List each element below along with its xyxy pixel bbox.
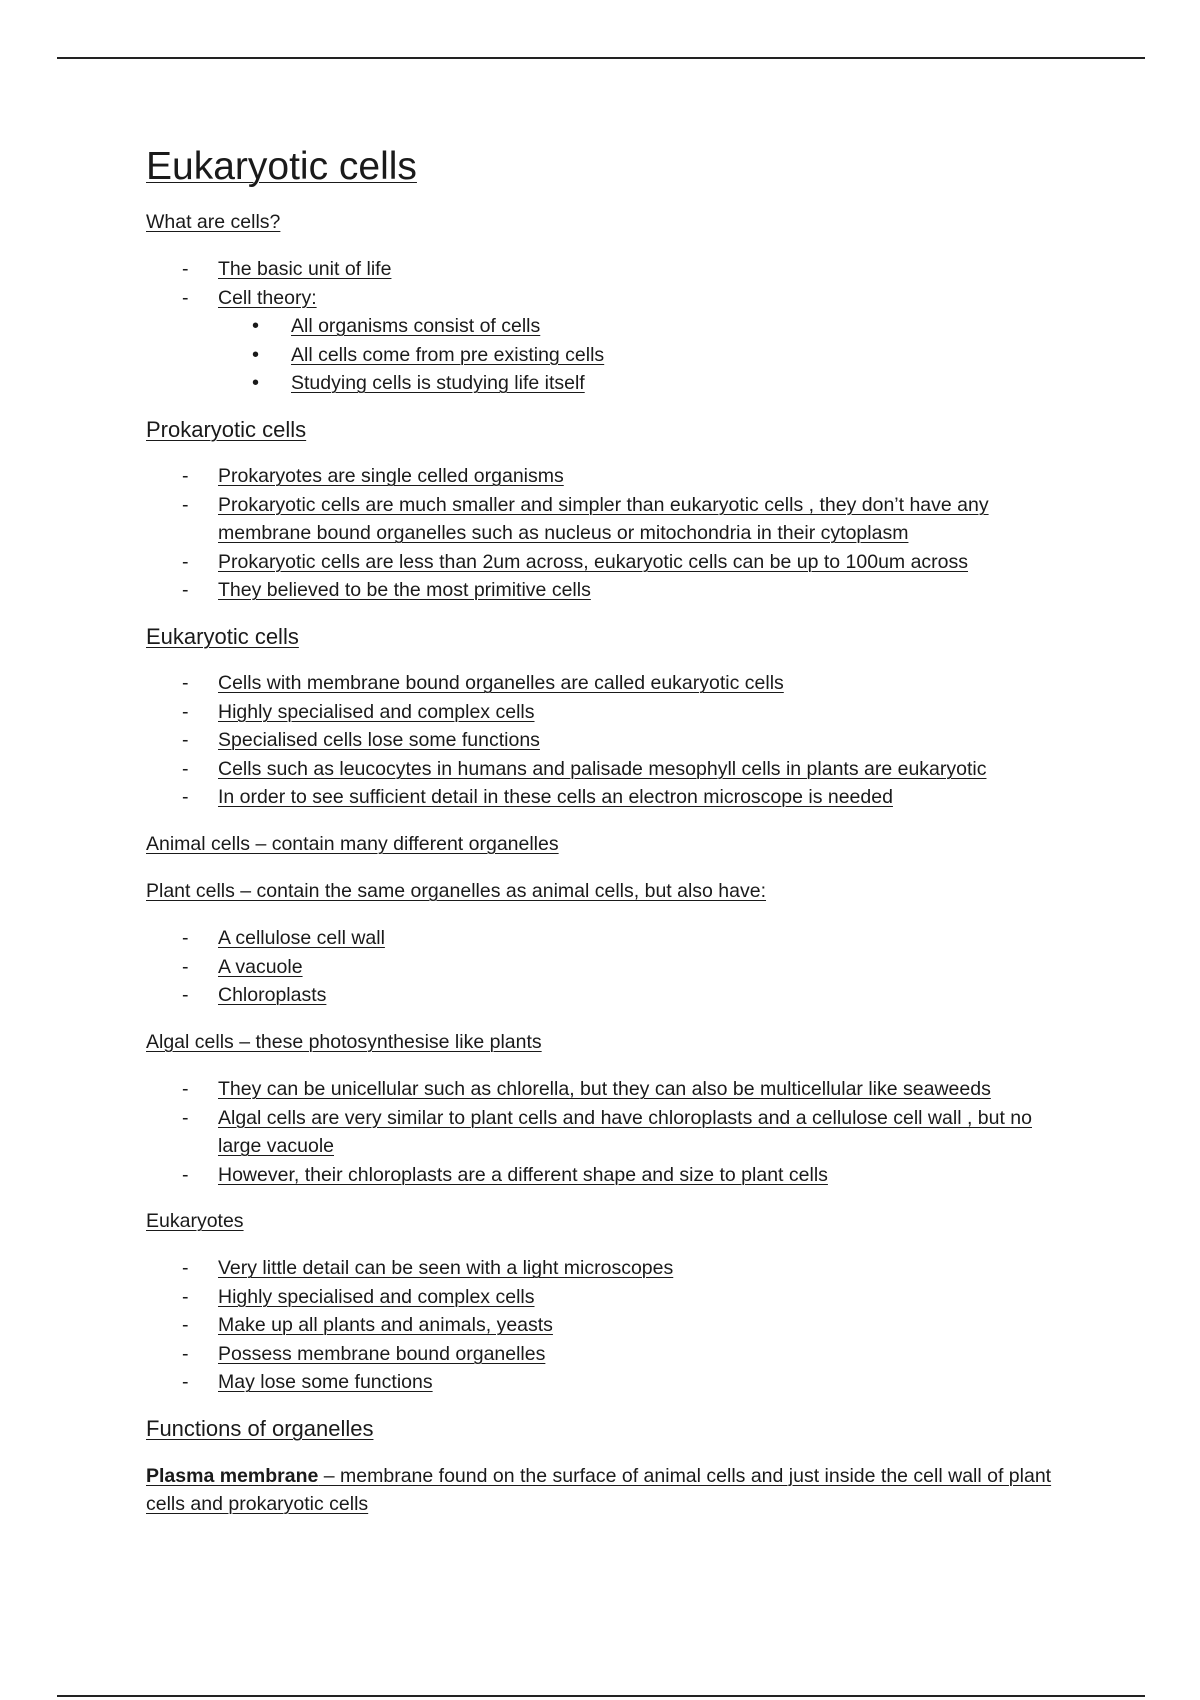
list-item: - Prokaryotic cells are much smaller and simpler than eukaryotic cells , they don’t have any membrane bound organelles such as nucleus or mitochondria in their cytoplasm xyxy=(146,491,1066,548)
list-item: - Cells with membrane bound organelles are called eukaryotic cells xyxy=(146,669,1066,698)
list-item: - Cell theory: xyxy=(146,284,1066,313)
document-title: Eukaryotic cells xyxy=(146,145,417,188)
eukaryotes-list xyxy=(146,1254,1066,1397)
list-item: • All cells come from pre existing cells xyxy=(146,341,1066,370)
animal-cells-line: Animal cells – contain many different organelles xyxy=(146,832,559,855)
list-item: - Cells such as leucocytes in humans and palisade mesophyll cells in plants are eukaryotic xyxy=(146,755,1066,784)
plasma-membrane-text: – membrane found on the surface of animal cells and just inside the cell wall of plant cells and prokaryotic cells xyxy=(146,1464,1052,1515)
prokaryotic-list xyxy=(146,462,1066,605)
list-item: - Chloroplasts xyxy=(146,981,1066,1010)
document-page xyxy=(146,146,1066,1537)
list-item: - Possess membrane bound organelles xyxy=(146,1340,1066,1369)
section-heading-eukaryotes: Eukaryotes xyxy=(146,1210,244,1233)
footer-rule xyxy=(57,1695,1145,1697)
list-item: - A vacuole xyxy=(146,953,1066,982)
list-item: - Highly specialised and complex cells xyxy=(146,698,1066,727)
header-rule xyxy=(57,57,1145,59)
algal-cells-list xyxy=(146,1075,1066,1189)
list-item: - A cellulose cell wall xyxy=(146,924,1066,953)
section-heading-eukaryotic: Eukaryotic cells xyxy=(146,623,299,649)
list-item: - Prokaryotes are single celled organisms xyxy=(146,462,1066,491)
list-item: - Prokaryotic cells are less than 2um across, eukaryotic cells can be up to 100um across xyxy=(146,548,1066,577)
what-are-cells-list xyxy=(146,255,1066,398)
list-item: - They believed to be the most primitive cells xyxy=(146,576,1066,605)
list-item: • Studying cells is studying life itself xyxy=(146,369,1066,398)
plant-cells-heading: Plant cells – contain the same organelles as animal cells, but also have: xyxy=(146,880,767,903)
list-item: - They can be unicellular such as chlorella, but they can also be multicellular like seaweeds xyxy=(146,1075,1066,1104)
cell-theory-list xyxy=(146,312,1066,398)
plant-cells-list xyxy=(146,924,1066,1010)
cell-theory-container xyxy=(146,312,1066,398)
section-heading-what-are-cells: What are cells? xyxy=(146,210,281,233)
list-item: - The basic unit of life xyxy=(146,255,1066,284)
list-item: - In order to see sufficient detail in these cells an electron microscope is needed xyxy=(146,783,1066,812)
list-item: - Specialised cells lose some functions xyxy=(146,726,1066,755)
list-item: - Very little detail can be seen with a light microscopes xyxy=(146,1254,1066,1283)
list-item: - May lose some functions xyxy=(146,1368,1066,1397)
algal-cells-heading: Algal cells – these photosynthesise like plants xyxy=(146,1030,542,1053)
list-item: • All organisms consist of cells xyxy=(146,312,1066,341)
plasma-membrane-term: Plasma membrane xyxy=(146,1464,319,1487)
section-heading-prokaryotic: Prokaryotic cells xyxy=(146,416,307,442)
section-heading-functions: Functions of organelles xyxy=(146,1415,374,1441)
list-item: - Highly specialised and complex cells xyxy=(146,1283,1066,1312)
list-item: - Algal cells are very similar to plant cells and have chloroplasts and a cellulose cell wall , but no large vacuole xyxy=(146,1104,1066,1161)
eukaryotic-list xyxy=(146,669,1066,812)
plasma-membrane-definition xyxy=(146,1462,1066,1519)
list-item: - However, their chloroplasts are a different shape and size to plant cells xyxy=(146,1161,1066,1190)
list-item: - Make up all plants and animals, yeasts xyxy=(146,1311,1066,1340)
